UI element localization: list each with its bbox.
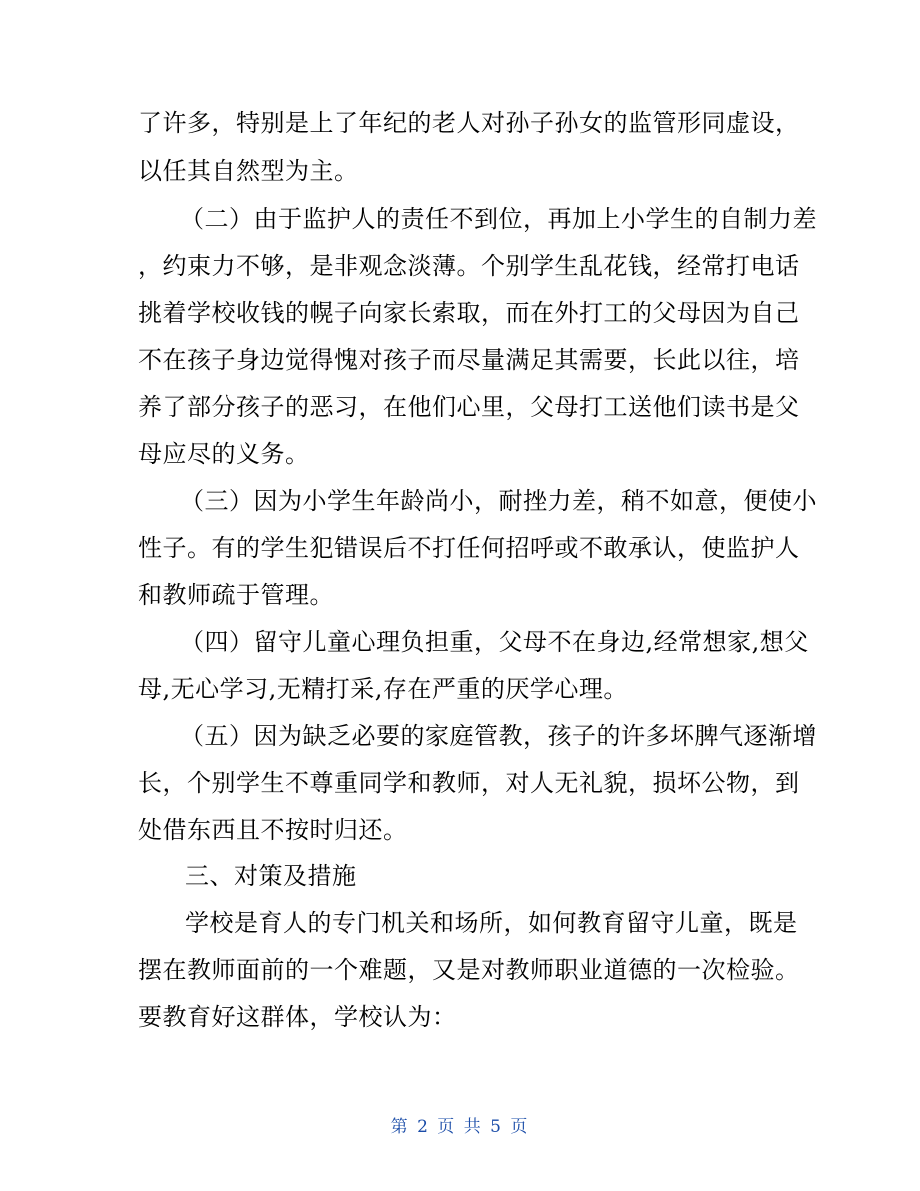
text-line: 长，个别学生不尊重同学和教师，对人无礼貌，损坏公物，到 — [138, 769, 800, 797]
text-line: （五）因为缺乏必要的家庭管教，孩子的许多坏脾气逐渐增 — [180, 722, 817, 750]
text-line: 学校是育人的专门机关和场所，如何教育留守儿童，既是 — [185, 909, 798, 937]
text-line: （三）因为小学生年龄尚小，耐挫力差，稍不如意，便使小 — [180, 487, 817, 515]
text-line: 处借东西且不按时归还。 — [138, 816, 408, 844]
text-line: 养了部分孩子的恶习，在他们心里，父母打工送他们读书是父 — [138, 393, 800, 421]
text-line: 和教师疏于管理。 — [138, 581, 334, 609]
text-line: 以任其自然型为主。 — [138, 157, 359, 185]
text-line: ，约束力不够，是非观念淡薄。个别学生乱花钱，经常打电话 — [138, 252, 800, 280]
section-heading: 三、对策及措施 — [185, 862, 357, 890]
text-line: （二）由于监护人的责任不到位，再加上小学生的自制力差 — [180, 205, 817, 233]
text-line: 挑着学校收钱的幌子向家长索取，而在外打工的父母因为自己 — [138, 299, 800, 327]
text-line: 性子。有的学生犯错误后不打任何招呼或不敢承认，使监护人 — [138, 534, 800, 562]
text-line: 要教育好这群体，学校认为： — [138, 1003, 457, 1031]
text-line: 不在孩子身边觉得愧对孩子而尽量满足其需要，长此以往，培 — [138, 346, 800, 374]
text-line: 母应尽的义务。 — [138, 440, 310, 468]
text-line: 了许多，特别是上了年纪的老人对孙子孙女的监管形同虚设， — [138, 109, 800, 137]
page-number-footer: 第 2 页 共 5 页 — [390, 1117, 530, 1137]
text-line: （四）留守儿童心理负担重，父母不在身边,经常想家,想父 — [180, 628, 809, 656]
text-line: 摆在教师面前的一个难题，又是对教师职业道德的一次检验。 — [138, 956, 800, 984]
text-line: 母,无心学习,无精打采,存在严重的厌学心理。 — [138, 675, 628, 703]
